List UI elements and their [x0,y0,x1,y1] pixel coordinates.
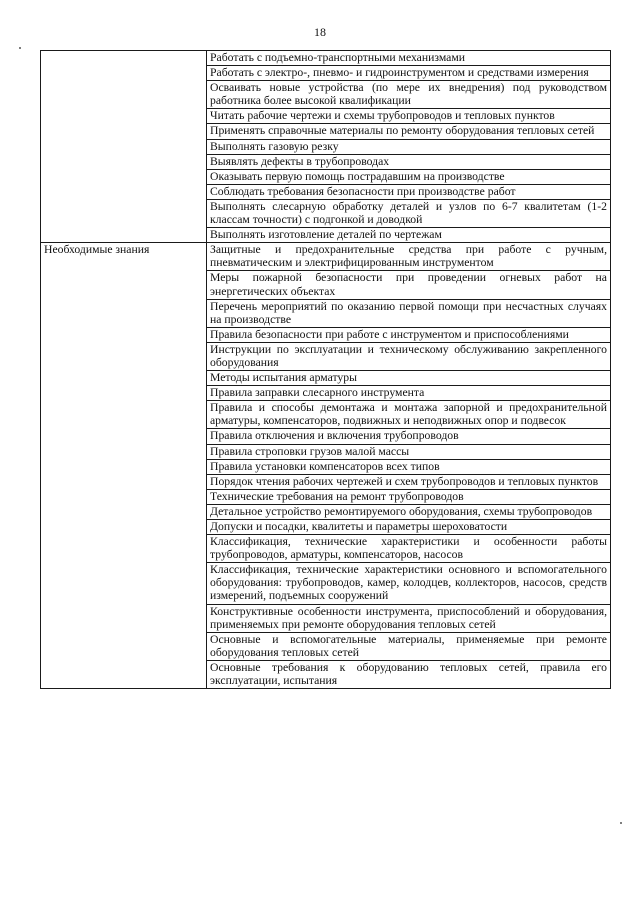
requirement-item: Основные требования к оборудованию тепловых сетей, правила его эксплуатации, испытания [207,660,611,688]
requirement-item: Правила установки компенсаторов всех типов [207,459,611,474]
requirement-item: Работать с подъемно-транспортными механизмами [207,51,611,66]
requirement-item: Осваивать новые устройства (по мере их внедрения) под руководством работника более высокой квалификации [207,81,611,109]
requirement-item: Порядок чтения рабочих чертежей и схем трубопроводов и тепловых пунктов [207,474,611,489]
requirement-item: Методы испытания арматуры [207,371,611,386]
table-row [41,243,611,271]
requirement-item: Классификация, технические характеристики и особенности работы трубопроводов, арматуры, компенсаторов, насосов [207,535,611,563]
section-label-cell [41,51,207,243]
requirement-item: Соблюдать требования безопасности при производстве работ [207,184,611,199]
requirement-item: Инструкции по эксплуатации и техническому обслуживанию закрепленного оборудования [207,342,611,370]
table-row [41,51,611,66]
requirement-item: Работать с электро-, пневмо- и гидроинструментом и средствами измерения [207,66,611,81]
requirement-item: Оказывать первую помощь пострадавшим на производстве [207,169,611,184]
requirement-item: Меры пожарной безопасности при проведении огневых работ на энергетических объектах [207,271,611,299]
requirements-table [40,50,611,689]
requirement-item: Допуски и посадки, квалитеты и параметры шероховатости [207,520,611,535]
requirement-item: Правила безопасности при работе с инструментом и приспособлениями [207,327,611,342]
page-number: 18 [314,25,326,39]
requirement-item: Правила отключения и включения трубопроводов [207,429,611,444]
requirement-item: Защитные и предохранительные средства при работе с ручным, пневматическим и электрифицированным инструментом [207,243,611,271]
requirement-item: Выявлять дефекты в трубопроводах [207,154,611,169]
scan-speck [19,47,21,49]
requirement-item: Классификация, технические характеристики основного и вспомогательного оборудования: трубопроводов, камер, колодцев, коллекторов, насосов, средств измерений, подъемных сооружений [207,563,611,604]
requirement-item: Технические требования на ремонт трубопроводов [207,489,611,504]
scan-speck [620,822,622,824]
requirement-item: Выполнять изготовление деталей по чертежам [207,228,611,243]
requirement-item: Применять справочные материалы по ремонту оборудования тепловых сетей [207,124,611,139]
requirement-item: Выполнять слесарную обработку деталей и узлов по 6-7 квалитетам (1-2 классам точности) с подгонкой и доводкой [207,199,611,227]
requirement-item: Правила заправки слесарного инструмента [207,386,611,401]
section-label-cell: Необходимые знания [41,243,207,689]
requirement-item: Правила строповки грузов малой массы [207,444,611,459]
requirement-item: Правила и способы демонтажа и монтажа запорной и предохранительной арматуры, компенсаторов, подвижных и неподвижных опор и подвесок [207,401,611,429]
requirement-item: Детальное устройство ремонтируемого оборудования, схемы трубопроводов [207,504,611,519]
requirement-item: Конструктивные особенности инструмента, приспособлений и оборудования, применяемых при ремонте оборудования тепловых сетей [207,604,611,632]
requirement-item: Основные и вспомогательные материалы, применяемые при ремонте оборудования тепловых сетей [207,632,611,660]
requirement-item: Выполнять газовую резку [207,139,611,154]
requirements-table-body [41,51,611,689]
requirement-item: Перечень мероприятий по оказанию первой помощи при несчастных случаях на производстве [207,299,611,327]
requirement-item: Читать рабочие чертежи и схемы трубопроводов и тепловых пунктов [207,109,611,124]
